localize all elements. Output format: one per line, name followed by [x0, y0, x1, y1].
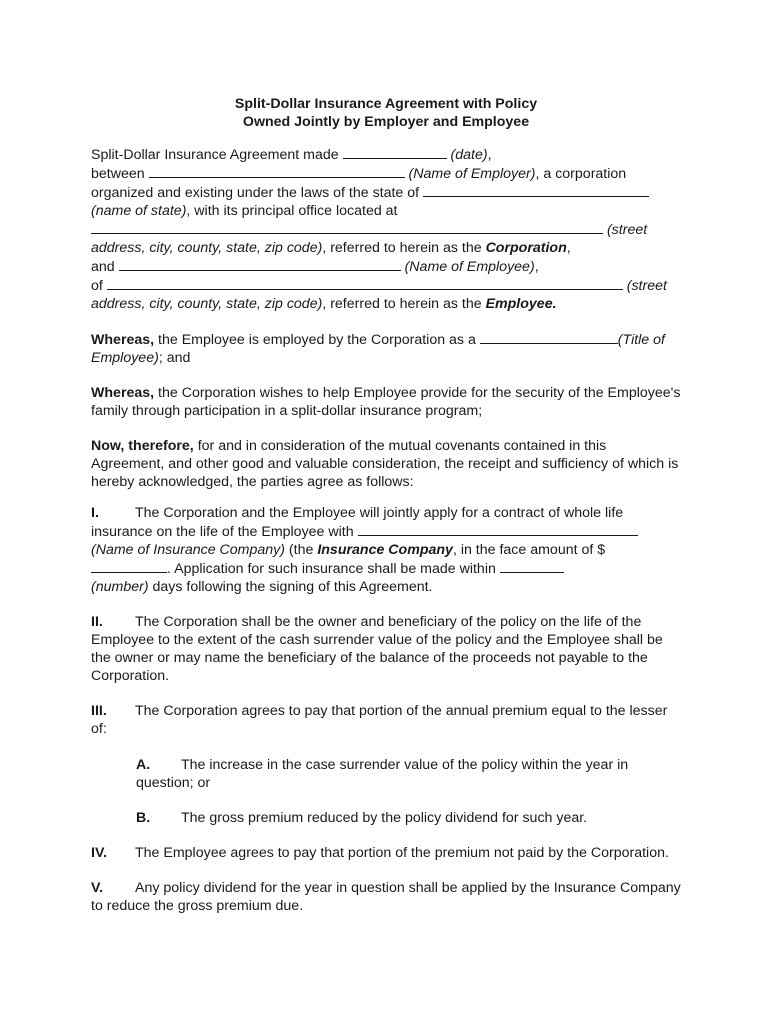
section-text: . Application for such insurance shall be made within [167, 561, 500, 577]
subsection-number: A. [136, 757, 151, 773]
insurance-company-hint: (Name of Insurance Company) [91, 542, 285, 558]
section-number: III. [91, 703, 107, 719]
section-text: (the [284, 542, 318, 558]
insurance-company-term: Insurance Company [317, 542, 453, 558]
section-3b [136, 809, 681, 827]
employee-name-hint: (Name of Employee) [404, 259, 535, 275]
intro-text: Split-Dollar Insurance Agreement made [91, 147, 343, 163]
title-hint: (Title of Employee) [91, 332, 665, 366]
intro-text: , with its principal office located at [186, 203, 398, 219]
document-body [91, 95, 681, 915]
intro-text: , referred to herein as the [322, 240, 486, 256]
section-text: The Corporation shall be the owner and beneficiary of the policy on the life of the Employee to the extent of the cash surrender value of the policy and the Employee shall be the owner or may name the beneficiary of the balance of the proceeds not payable to the Corporation. [91, 614, 663, 684]
state-hint: (name of state) [91, 203, 187, 219]
number-hint: (number) [91, 579, 149, 595]
therefore-paragraph [91, 437, 681, 491]
employer-hint: (Name of Employer) [408, 166, 536, 182]
section-2 [91, 613, 681, 685]
section-text: The Employee agrees to pay that portion of the premium not paid by the Corporation. [135, 845, 669, 861]
insurance-company-blank[interactable] [358, 522, 638, 536]
section-text: , in the face amount of $ [452, 542, 606, 558]
title-blank[interactable] [480, 330, 618, 344]
employee-term: Employee. [485, 296, 557, 312]
whereas-text: the Corporation wishes to help Employee provide for the security of the Employee's family through participation in a split-dollar insurance program; [91, 385, 681, 419]
section-3a [136, 756, 681, 792]
intro-text: and [91, 259, 119, 275]
corporation-term: Corporation [485, 240, 567, 256]
therefore-lead: Now, therefore, [91, 438, 194, 454]
section-number: IV. [91, 845, 108, 861]
therefore-text: for and in consideration of the mutual covenants contained in this Agreement, and other good and valuable consideration, the receipt and sufficiency of which is hereby acknowledged, the parties agree as follows: [91, 438, 679, 490]
state-blank[interactable] [423, 183, 649, 197]
face-amount-blank[interactable] [91, 559, 167, 573]
intro-paragraph: Split-Dollar Insurance Agreement made (date), between (Name of Employer), a corporation organized and existing under the laws of the state of (name of state), with its principal office located at (street address, city, county, state, zip code), referred to herein as the Corporation, and (Name of Employee), of (street address, city, county, state, zip code), referred to herein as the Employee. [91, 147, 667, 312]
section-text: The Corporation agrees to pay that portion of the annual premium equal to the lesser of: [91, 703, 668, 737]
street-blank-1[interactable] [91, 220, 603, 234]
intro-text: , [566, 240, 571, 256]
whereas-paragraph-1 [91, 330, 681, 367]
section-1 [91, 504, 681, 596]
intro-text: , a corporation organized and existing under the laws of the state of [91, 166, 627, 201]
section-5 [91, 879, 681, 915]
whereas-text: the Employee is employed by the Corporation as a [154, 332, 480, 348]
intro-text: , referred to herein as the [322, 296, 486, 312]
document-title [91, 95, 681, 131]
street-hint-1: (street address, city, county, state, zip code) [91, 222, 648, 256]
whereas-text: ; and [158, 350, 191, 366]
intro-text: , [534, 259, 539, 275]
intro-text: between [91, 166, 149, 182]
section-text: The Corporation and the Employee will jointly apply for a contract of whole life insurance on the life of the Employee with [91, 505, 624, 540]
title-line-1: Split-Dollar Insurance Agreement with Policy [234, 96, 538, 112]
employee-name-blank[interactable] [119, 257, 401, 271]
number-days-blank[interactable] [500, 559, 564, 573]
title-line-2: Owned Jointly by Employer and Employee [242, 114, 530, 130]
section-number: I. [91, 505, 99, 521]
subsection-text: The increase in the case surrender value of the policy within the year in question; or [136, 757, 629, 791]
whereas-paragraph-2 [91, 384, 681, 420]
street-blank-2[interactable] [107, 276, 623, 290]
subsection-text: The gross premium reduced by the policy dividend for such year. [181, 810, 588, 826]
employer-blank[interactable] [149, 164, 405, 178]
section-text: days following the signing of this Agreement. [148, 579, 433, 595]
date-hint: (date) [450, 147, 488, 163]
street-hint-2: (street address, city, county, state, zip code) [91, 278, 667, 312]
intro-text: of [91, 278, 107, 294]
section-4 [91, 844, 681, 862]
date-blank[interactable] [343, 145, 447, 159]
whereas-lead: Whereas, [91, 332, 155, 348]
whereas-lead: Whereas, [91, 385, 155, 401]
section-number: V. [91, 880, 104, 896]
section-number: II. [91, 614, 103, 630]
section-3 [91, 702, 681, 738]
subsection-number: B. [136, 810, 151, 826]
section-text: Any policy dividend for the year in question shall be applied by the Insurance Company to reduce the gross premium due. [91, 880, 681, 914]
